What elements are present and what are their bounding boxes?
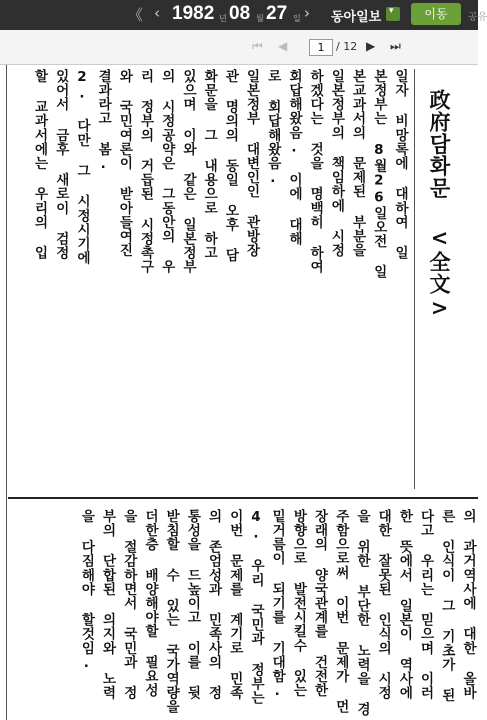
text-column: 본교과서의 문제된 부분을 (349, 69, 366, 258)
newspaper-dropdown-button[interactable] (386, 7, 400, 21)
text-column: 더한층 배양해야할 필요성 (141, 509, 158, 698)
first-page-icon[interactable]: ⏮ (252, 39, 263, 53)
newspaper-select[interactable]: 동아일보 (331, 10, 382, 25)
text-column: 의 존엄성과 민족사의 정 (205, 509, 222, 700)
text-column: 2. 다만 그 시정시기에 (73, 69, 90, 265)
text-column: 화문을 그 내용으로 하고 (201, 69, 218, 260)
text-column: 다고 우리는 믿으며 이러 (417, 509, 434, 700)
section-divider (8, 497, 478, 499)
text-column: 일본정부의 책임하에 시정 (328, 69, 345, 258)
text-column: 리 정부의 거듭된 시정촉구 (137, 69, 154, 274)
text-column: 있으며 이와 같은 일본정부 (179, 69, 196, 274)
month-value[interactable]: 08 (229, 3, 251, 24)
text-column: 한 뜻에서 일본이 역사에 (396, 509, 413, 700)
text-column: 을 위한 부단한 노력을 경 (353, 509, 370, 717)
last-page-icon[interactable]: ⏭ (390, 39, 401, 53)
date-navigation-bar (0, 0, 487, 30)
day-value[interactable]: 27 (266, 3, 288, 24)
text-column: 받침할 수 있는 국가역량을 (163, 509, 180, 714)
share-link[interactable]: 공유 (468, 12, 487, 23)
text-column: 른 인식이 그 기초가 된 (438, 509, 455, 703)
text-column: 주함으로써 이번 문제가 먼 (332, 509, 349, 714)
prev-date-chevron-icon[interactable]: ‹ (154, 4, 160, 22)
text-column: 을 다짐해야 할것임. (78, 509, 95, 672)
next-date-chevron-icon[interactable]: › (304, 4, 310, 22)
page-number-input[interactable]: 1 (309, 39, 333, 56)
text-column: 있어서 금후 새로이 검정 (52, 69, 69, 260)
newspaper-page-image[interactable] (0, 65, 478, 720)
text-column: 본정부는 8월26일오전 일 (370, 69, 387, 279)
text-column: 할 교과서에는 우리의 입 (31, 69, 48, 260)
text-column: 의 과거역사에 대한 올바 (459, 509, 476, 700)
text-column: 의 시정공약은 그동안의 우 (158, 69, 175, 274)
month-unit: 월 (256, 14, 264, 23)
text-column: 이번 문제를 계기로 민족 (226, 509, 243, 700)
text-column: 대한 잘못된 인식의 시정 (375, 509, 392, 700)
text-column: 방향으로 발전시킬수 있는 (290, 509, 307, 698)
title-column-rule (414, 69, 415, 489)
text-column: 장래의 양국관계를 건전한 (311, 509, 328, 698)
text-column: 관 명의의 동일 오후 담 (222, 69, 239, 263)
year-value[interactable]: 1982 (172, 3, 215, 24)
page-navigation-bar (0, 30, 478, 65)
text-column: 와 국민여론이 받아들여진 (116, 69, 133, 258)
first-date-chevron-icon[interactable]: 《 (128, 6, 144, 24)
text-column: 결과라고 봄. (95, 69, 112, 173)
day-unit: 일 (293, 14, 301, 23)
text-column: 일본정부 대변인인 관방장 (243, 69, 260, 258)
article-title: 政府담화문 <全文> (427, 89, 452, 321)
text-column: 부의 단합된 의지와 노력 (99, 509, 116, 700)
text-column: 통성을 드높이고 이를 뒷 (184, 509, 201, 700)
go-button[interactable]: 이동 (411, 3, 461, 25)
text-column: 을 절감하면서 국민과 정 (120, 509, 137, 700)
left-border (6, 65, 7, 720)
chevron-down-icon: ▾ (389, 6, 394, 16)
text-column: 일자 비망록에 대하여 일 (391, 69, 408, 260)
text-column: 로 회답해왔음. (264, 69, 281, 187)
year-unit: 년 (219, 14, 227, 23)
text-column: 회답해왔음. 이에 대해 (285, 69, 302, 246)
text-column: 4. 우리 국민과 정부는 (247, 509, 264, 705)
page-total: / 12 (336, 40, 358, 53)
text-column: 하겠다는 것을 명백히 하여 (307, 69, 324, 274)
text-column: 밑거름이 되기를 기대함. (269, 509, 286, 700)
prev-page-icon[interactable]: ◀ (278, 39, 288, 53)
next-page-icon[interactable]: ▶ (366, 39, 376, 53)
